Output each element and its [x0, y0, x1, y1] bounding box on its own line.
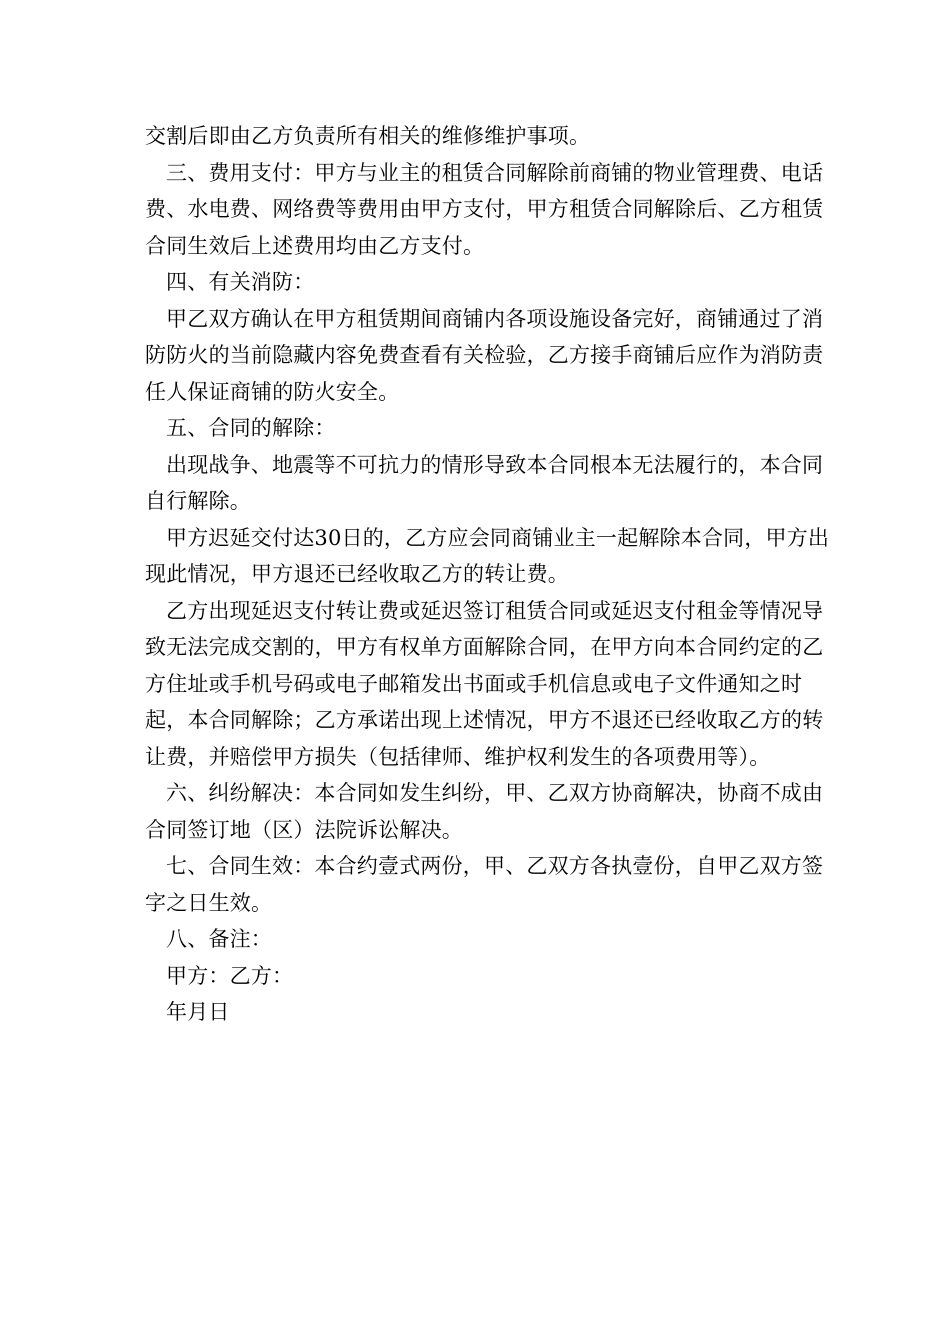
- signature-parties: 甲方：乙方：: [166, 963, 294, 988]
- heading-remarks: 八、备注：: [166, 927, 272, 951]
- paragraph-fire-safety: 甲乙双方确认在甲方租赁期间商铺内各项设施设备完好，商铺通过了消防防火的当前隐藏内容免费查看有关检验，乙方接手商铺后应作为消防责任人保证商铺的防火安全。: [145, 306, 824, 404]
- heading-termination: 五、合同的解除：: [166, 416, 336, 440]
- paragraph-effectiveness: 七、合同生效：本合约壹式两份，甲、乙双方各执壹份，自甲乙双方签字之日生效。: [145, 854, 824, 915]
- paragraph-handover-continuation: 交割后即由乙方负责所有相关的维修维护事项。: [145, 124, 591, 148]
- document-body: [145, 118, 835, 1031]
- heading-fire-safety: 四、有关消防：: [166, 270, 315, 294]
- paragraph-party-b-delay: 乙方出现延迟支付转让费或延迟签订租赁合同或延迟支付租金等情况导致无法完成交割的，甲方有权单方面解除合同，在甲方向本合同约定的乙方住址或手机号码或电子邮箱发出书面或手机信息或电子文件通知之时起，本合同解除；乙方承诺出现上述情况，甲方不退还已经收取乙方的转让费，并赔偿甲方损失（包括律师、维护权利发生的各项费用等）。: [145, 598, 824, 769]
- paragraph-force-majeure: 出现战争、地震等不可抗力的情形导致本合同根本无法履行的，本合同自行解除。: [145, 452, 824, 513]
- paragraph-fee-payment: 三、费用支付：甲方与业主的租赁合同解除前商铺的物业管理费、电话费、水电费、网络费等费用由甲方支付，甲方租赁合同解除后、乙方租赁合同生效后上述费用均由乙方支付。: [145, 160, 824, 258]
- paragraph-dispute-resolution: 六、纠纷解决：本合同如发生纠纷，甲、乙双方协商解决，协商不成由合同签订地（区）法院诉讼解决。: [145, 781, 824, 842]
- signature-date: 年月日: [166, 1000, 230, 1024]
- paragraph-party-a-delay: 甲方迟延交付达30日的，乙方应会同商铺业主一起解除本合同，甲方出现此情况，甲方退还已经收取乙方的转让费。: [145, 525, 830, 586]
